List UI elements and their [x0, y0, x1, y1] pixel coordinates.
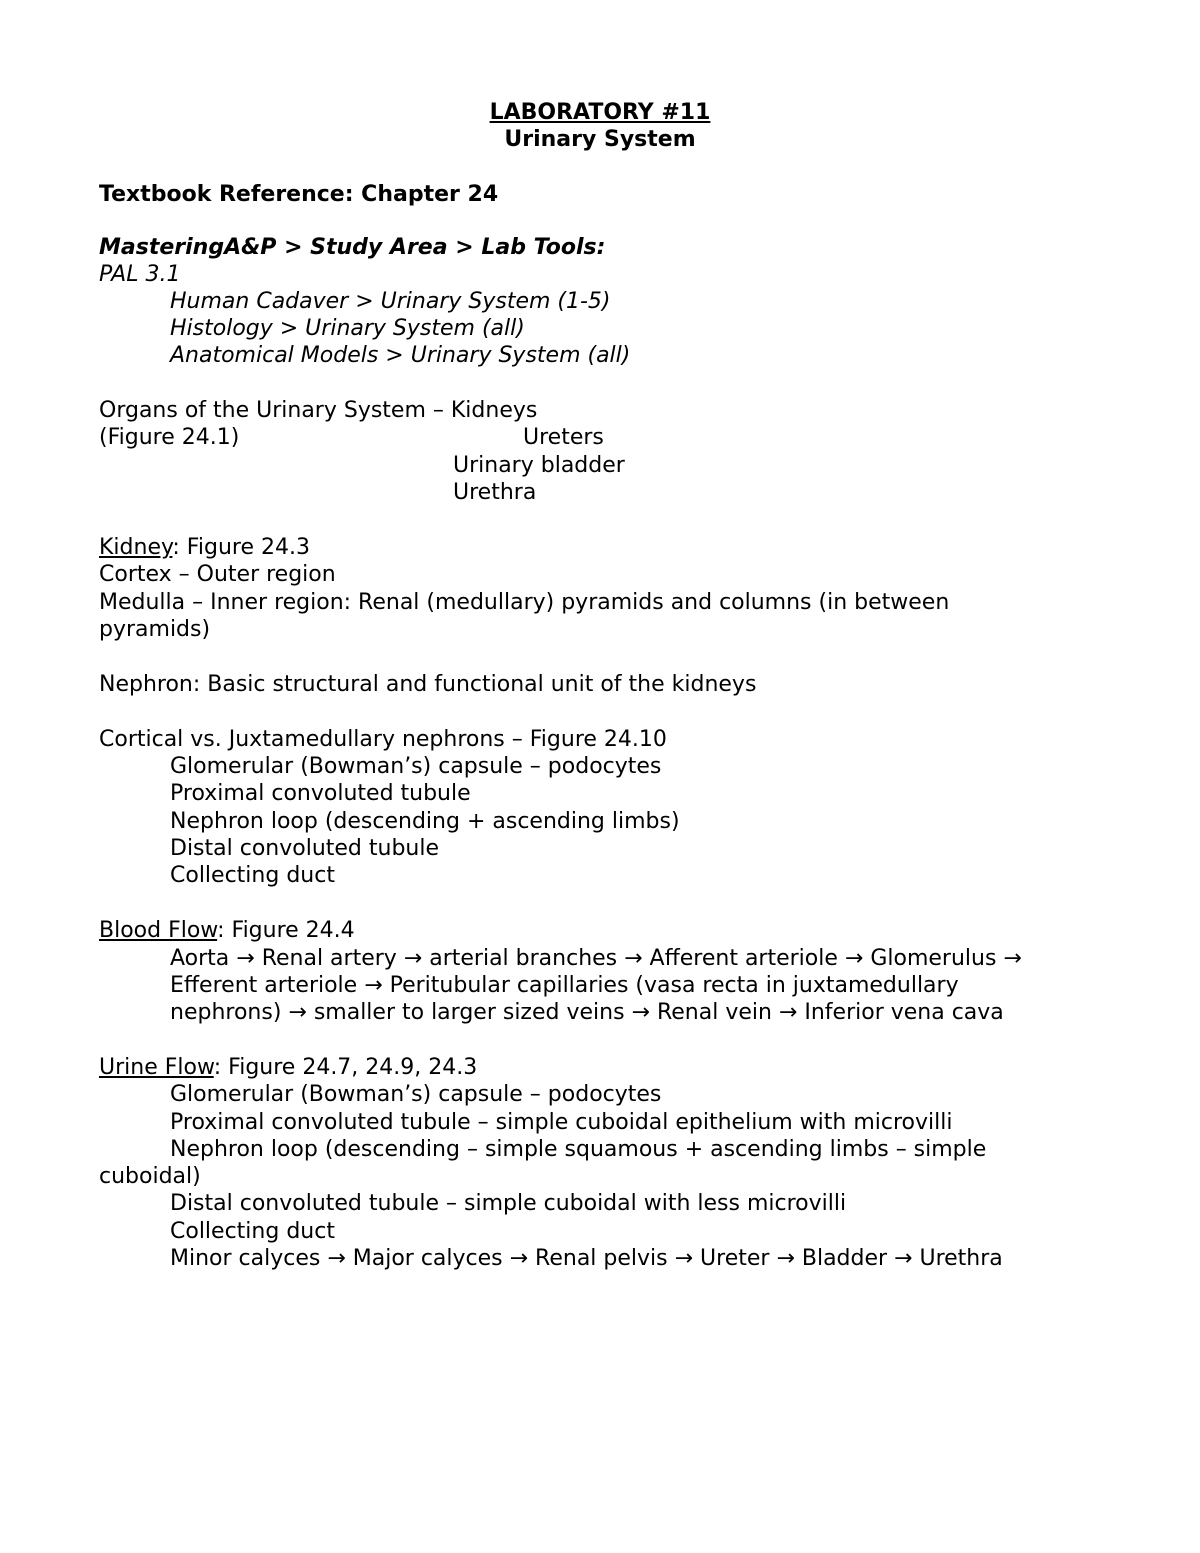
cortical-item: Proximal convoluted tubule: [170, 781, 471, 806]
urine-flow-line: Proximal convoluted tubule – simple cuboidal epithelium with microvilli: [170, 1110, 953, 1135]
urine-flow-line: Collecting duct: [170, 1219, 335, 1244]
kidney-label: Kidney: [99, 535, 173, 560]
blood-flow-line: nephrons) → smaller to larger sized veins → Renal vein → Inferior vena cava: [170, 1000, 1004, 1025]
organ-bladder: Urinary bladder: [453, 453, 625, 478]
cortex-line: Cortex – Outer region: [99, 562, 336, 587]
page-subtitle: Urinary System: [504, 127, 696, 152]
organs-figure-ref: (Figure 24.1): [99, 425, 240, 450]
cortical-item: Nephron loop (descending + ascending limbs): [170, 809, 680, 834]
mastering-item: Histology > Urinary System (all): [170, 316, 525, 341]
pal-line: PAL 3.1: [99, 262, 181, 287]
blood-flow-line: Efferent arteriole → Peritubular capillaries (vasa recta in juxtamedullary: [170, 973, 959, 998]
cortical-item: Collecting duct: [170, 863, 335, 888]
urine-flow-line-continued: cuboidal): [99, 1164, 201, 1189]
blood-flow-label: Blood Flow: [99, 918, 218, 943]
blood-flow-heading: [99, 917, 355, 944]
blood-flow-line: Aorta → Renal artery → arterial branches → Afferent arteriole → Glomerulus →: [170, 946, 1022, 971]
cortical-item: Glomerular (Bowman’s) capsule – podocytes: [170, 754, 662, 779]
textbook-reference: Textbook Reference: Chapter 24: [99, 182, 499, 207]
urine-flow-heading: [99, 1054, 477, 1081]
organs-heading: Organs of the Urinary System – Kidneys: [99, 398, 538, 423]
nephron-definition: Nephron: Basic structural and functional unit of the kidneys: [99, 672, 757, 697]
urine-flow-line: Glomerular (Bowman’s) capsule – podocytes: [170, 1082, 662, 1107]
mastering-item: Human Cadaver > Urinary System (1-5): [170, 289, 611, 314]
cortical-item: Distal convoluted tubule: [170, 836, 440, 861]
kidney-figure-ref: : Figure 24.3: [172, 535, 310, 560]
organ-ureters: Ureters: [523, 425, 604, 450]
urine-flow-label: Urine Flow: [99, 1055, 214, 1080]
medulla-line: Medulla – Inner region: Renal (medullary) pyramids and columns (in between: [99, 590, 950, 615]
page-title: LABORATORY #11: [489, 100, 711, 125]
mastering-heading: MasteringA&P > Study Area > Lab Tools:: [99, 235, 606, 260]
cortical-heading: Cortical vs. Juxtamedullary nephrons – Figure 24.10: [99, 727, 667, 752]
mastering-item: Anatomical Models > Urinary System (all): [170, 343, 631, 368]
urine-flow-figure-ref: : Figure 24.7, 24.9, 24.3: [213, 1055, 478, 1080]
urine-flow-line: Nephron loop (descending – simple squamous + ascending limbs – simple: [170, 1137, 987, 1162]
kidney-heading: [99, 534, 310, 561]
medulla-line-continued: pyramids): [99, 617, 211, 642]
urine-flow-line: Distal convoluted tubule – simple cuboidal with less microvilli: [170, 1191, 847, 1216]
urine-flow-line: Minor calyces → Major calyces → Renal pelvis → Ureter → Bladder → Urethra: [170, 1246, 1003, 1271]
blood-flow-figure-ref: : Figure 24.4: [217, 918, 355, 943]
organ-urethra: Urethra: [453, 480, 537, 505]
